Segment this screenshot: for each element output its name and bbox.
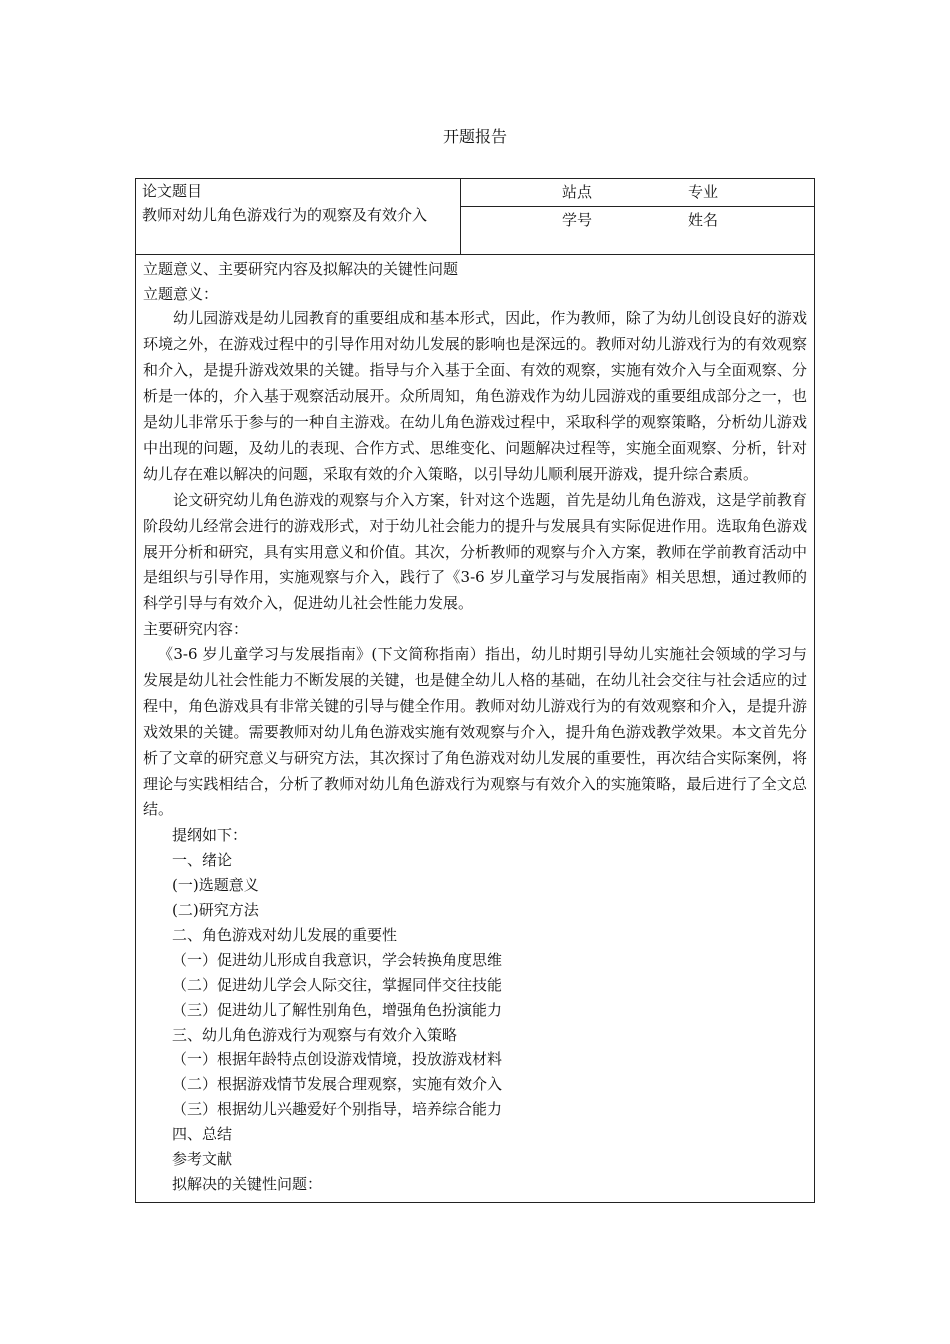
outline-item: 一、绪论 [172,851,233,870]
outline-label: 提纲如下： [172,826,248,845]
outline-item: （一）根据年龄特点创设游戏情境，投放游戏材料 [172,1050,503,1069]
outline-item: （三）根据幼儿兴趣爱好个别指导，培养综合能力 [172,1100,503,1119]
significance-label: 立题意义： [143,284,219,303]
station-label: 站点 [562,183,593,201]
major-label: 专业 [688,183,719,201]
topic-value: 教师对幼儿角色游戏行为的观察及有效介入 [142,206,428,224]
topic-label: 论文题目 [142,182,203,200]
section-heading: 立题意义、主要研究内容及拟解决的关键性问题 [143,260,459,278]
outline-item: （二）根据游戏情节发展合理观察，实施有效介入 [172,1075,503,1094]
outline-item: 二、角色游戏对幼儿发展的重要性 [172,925,398,944]
research-paragraph: 《3-6 岁儿童学习与发展指南》(下文简称指南）指出，幼儿时期引导幼儿实施社会领域的学习与发展是幼儿社会性能力不断发展的关键，也是健全幼儿人格的基础，在幼儿社会交往与社会适应的过程中，角色游戏具有非常关键的引导与健全作用。教师对幼儿游戏行为的有效观察和介入，是提升游戏效果的关键。需要教师对幼儿角色游戏实施有效观察与介入，提升角色游戏教学效果。本文首先分析了文章的研究意义与研究方法，其次探讨了角色游戏对幼儿发展的重要性，再次结合实际案例，将理论与实践相结合，分析了教师对幼儿角色游戏行为观察与有效介入的实施策略，最后进行了全文总结。 [143,644,807,819]
research-label: 主要研究内容： [143,620,249,639]
outline-item: （一）促进幼儿形成自我意识，学会转换角度思维 [172,950,503,969]
name-label: 姓名 [688,211,719,229]
outline-item: (一)选题意义 [172,876,259,895]
significance-paragraph-2: 论文研究幼儿角色游戏的观察与介入方案，针对这个选题，首先是幼儿角色游戏，这是学前教育阶段幼儿经常会进行的游戏形式，对于幼儿社会能力的提升与发展具有实际促进作用。选取角色游戏展开分析和研究，具有实用意义和价值。其次，分析教师的观察与介入方案，教师在学前教育活动中是组织与引导作用，实施观察与介入，践行了《3-6 岁儿童学习与发展指南》相关思想，通过教师的科学引导与有效介入，促进幼儿社会性能力发展。 [143,490,807,613]
key-problems-label: 拟解决的关键性问题： [172,1175,323,1194]
outline-item: (二)研究方法 [172,901,259,920]
report-table [135,178,815,1203]
info-cell [461,179,814,254]
outline-item: 四、总结 [172,1125,233,1144]
content-cell [136,255,814,1197]
info-top-row [461,179,814,207]
student-id-label: 学号 [562,211,593,229]
page-title: 开题报告 [442,127,507,146]
outline-item: 参考文献 [172,1150,233,1169]
outline-item: （二）促进幼儿学会人际交往，掌握同伴交往技能 [172,975,503,994]
topic-cell [136,179,461,254]
significance-paragraph-1: 幼儿园游戏是幼儿园教育的重要组成和基本形式，因此，作为教师，除了为幼儿创设良好的游戏环境之外，在游戏过程中的引导作用对幼儿发展的影响也是深远的。教师对幼儿游戏行为的有效观察和介入，是提升游戏效果的关键。指导与介入基于全面、有效的观察，实施有效介入与全面观察、分析是一体的，介入基于观察活动展开。众所周知，角色游戏作为幼儿园游戏的重要组成部分之一，也是幼儿非常乐于参与的一种自主游戏。在幼儿角色游戏过程中，采取科学的观察策略，分析幼儿游戏中出现的问题，及幼儿的表现、合作方式、思维变化、问题解决过程等，实施全面观察、分析，针对幼儿存在难以解决的问题，采取有效的介入策略，以引导幼儿顺利展开游戏，提升综合素质。 [143,309,807,483]
outline-item: （三）促进幼儿了解性别角色，增强角色扮演能力 [172,1000,503,1019]
outline-item: 三、幼儿角色游戏行为观察与有效介入策略 [172,1025,458,1044]
header-row [136,179,814,255]
info-bottom-row [461,207,814,254]
